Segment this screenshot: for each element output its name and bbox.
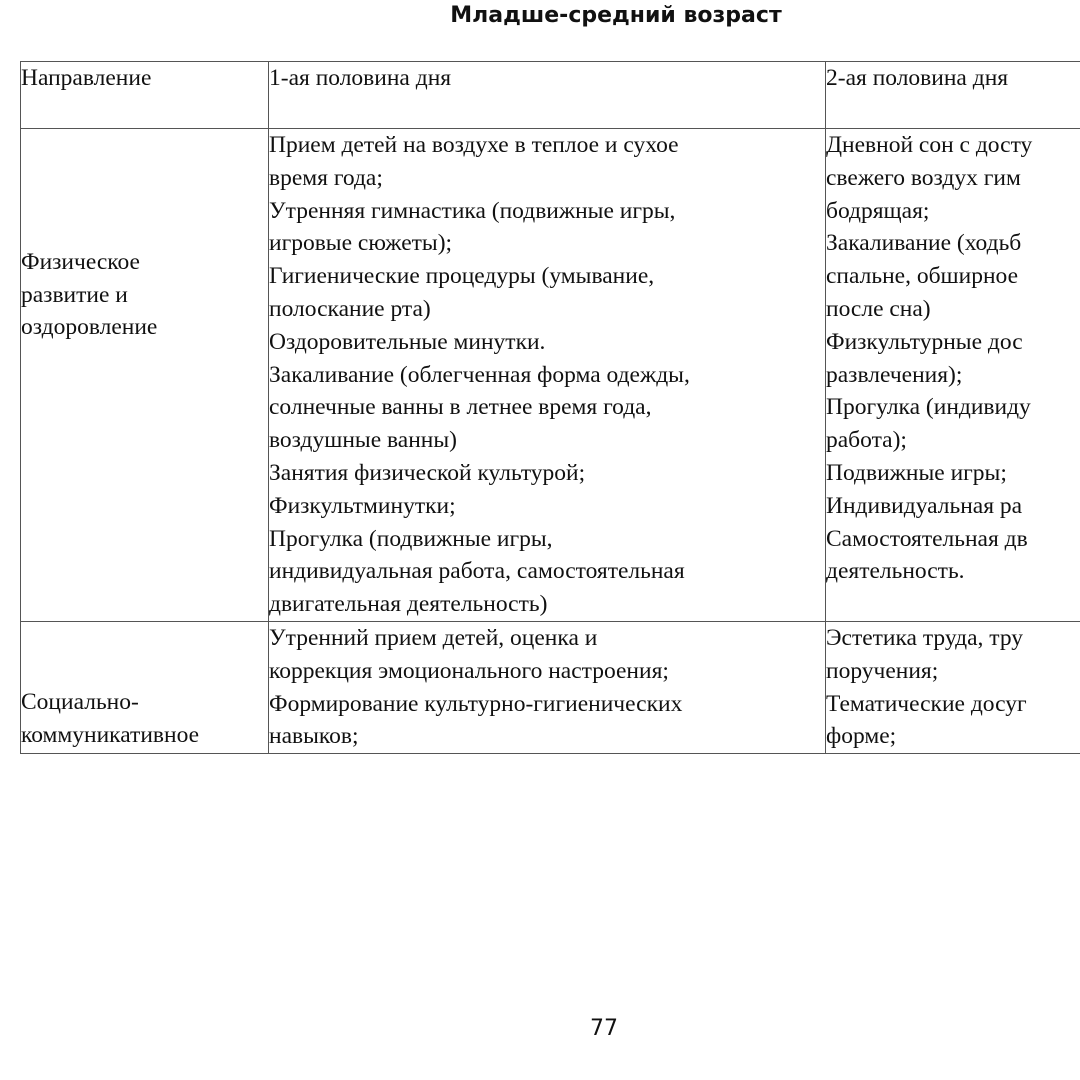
table-header-row [21,62,1080,129]
activity-line: Утренняя гимнастика (подвижные игры, [269,197,676,224]
activity-line: индивидуальная работа, самостоятельная [269,558,685,585]
activity-line: Утренний прием детей, оценка и [269,624,598,651]
page-number: 77 [590,1016,618,1041]
activity-line: после сна) [826,295,931,322]
direction-line: оздоровление [21,314,158,341]
activity-line: двигательная деятельность) [269,591,548,618]
activity-line: Тематические досуг [826,690,1027,717]
activity-line: спальне, обширное [826,263,1019,290]
activity-line: Физкультурные дос [826,328,1023,355]
header-cell-second-half [826,62,1080,129]
direction-line: Социально- [21,688,139,715]
activity-line: деятельность. [826,558,965,585]
header-direction: Направление [21,65,152,91]
activity-line: Прием детей на воздухе в теплое и сухое [269,132,679,158]
activity-line: Формирование культурно-гигиенических [269,690,683,717]
activity-line: Оздоровительные минутки. [269,328,546,355]
header-second-half: 2-ая половина дня [826,65,1009,91]
page-title: Младше-средний возраст [450,3,782,28]
activity-line: Самостоятельная дв [826,525,1028,552]
table-row [21,129,1080,622]
direction-cell [21,621,269,753]
activity-line: Физкультминутки; [269,492,456,519]
activity-line: Закаливание (ходьб [826,230,1022,257]
header-first-half: 1-ая половина дня [269,65,452,91]
first-half-cell [269,621,826,753]
activity-line: Прогулка (индивиду [826,394,1031,421]
activity-line: работа); [826,427,907,454]
activity-line: игровые сюжеты); [269,230,453,257]
activity-line: бодрящая; [826,197,930,224]
activity-line: Прогулка (подвижные игры, [269,525,553,552]
activity-line: Занятия физической культурой; [269,459,586,486]
header-cell-first-half [269,62,826,129]
activity-line: Закаливание (облегченная форма одежды, [269,361,690,388]
activity-line: полоскание рта) [269,295,431,322]
direction-line: коммуникативное [21,721,200,748]
activity-line: Эстетика труда, тру [826,624,1024,651]
activity-line: форме; [826,723,897,750]
first-half-cell [269,129,826,622]
activity-line: Гигиенические процедуры (умывание, [269,263,655,290]
table-row [21,621,1080,753]
activity-line: воздушные ванны) [269,427,457,454]
activity-line: Дневной сон с досту [826,132,1033,158]
activity-line: Индивидуальная ра [826,492,1023,519]
header-cell-direction [21,62,269,129]
activity-line: время года; [269,164,383,191]
second-half-cell [826,621,1080,753]
activity-line: навыков; [269,723,359,750]
activity-line: поручения; [826,657,939,684]
direction-line: развитие и [21,281,128,308]
activity-line: развлечения); [826,361,963,388]
schedule-table [20,61,1080,754]
activity-line: солнечные ванны в летнее время года, [269,394,652,421]
direction-line: Физическое [21,248,140,275]
activity-line: свежего воздух гим [826,164,1021,191]
activity-line: Подвижные игры; [826,459,1007,486]
activity-line: коррекция эмоционального настроения; [269,657,669,684]
second-half-cell [826,129,1080,622]
direction-cell [21,129,269,622]
